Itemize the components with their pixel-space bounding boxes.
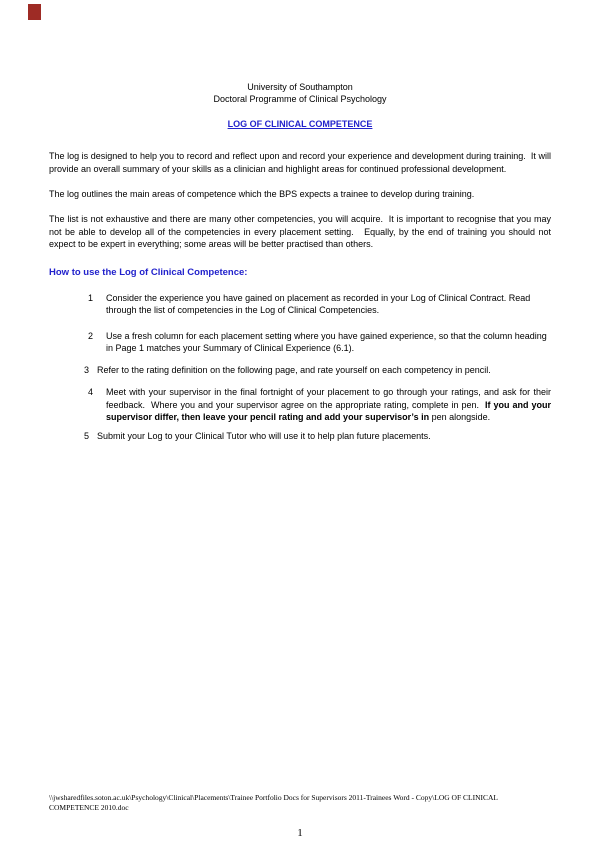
intro-paragraph-3: The list is not exhaustive and there are many other competencies, you will acquire. It is important to recognise that you may not be able to develop all of the competencies in every placement setting. Equally, by the end of training you should not expect to be expert in everything; some areas will be better practised than others. (49, 214, 551, 250)
howto-item-1 (49, 292, 551, 317)
footer-file-path (49, 793, 551, 813)
programme-name: Doctoral Programme of Clinical Psychology (213, 94, 387, 105)
howto-item-2 (49, 330, 551, 355)
item-text: Refer to the rating definition on the following page, and rate yourself on each competency in pencil. (97, 364, 491, 375)
document-title: LOG OF CLINICAL COMPETENCE (227, 118, 373, 129)
institution-name: University of Southampton (247, 82, 353, 92)
item-text: Submit your Log to your Clinical Tutor who will use it to help plan future placements. (97, 431, 431, 442)
item-number: 1 (88, 293, 94, 304)
item-text-regular: pen alongside. (429, 411, 491, 422)
item-number: 5 (84, 431, 90, 442)
red-marker (28, 4, 41, 20)
item-number: 3 (84, 364, 90, 375)
howto-item-3 (49, 364, 551, 376)
howto-item-5 (49, 430, 551, 442)
how-to-use-heading: How to use the Log of Clinical Competence: (49, 266, 248, 278)
item-text (106, 386, 551, 423)
file-path-line-2: COMPETENCE 2010.doc (49, 803, 129, 812)
intro-paragraph-2: The log outlines the main areas of competence which the BPS expects a trainee to develop during training. (49, 189, 475, 200)
page-number: 1 (297, 827, 303, 839)
item-number: 2 (88, 330, 94, 341)
item-text: Consider the experience you have gained on placement as recorded in your Log of Clinical Contract. Read through the list of competencies in the Log of Clinical Competencies. (106, 293, 531, 316)
item-number: 4 (88, 387, 94, 398)
intro-paragraph-1: The log is designed to help you to record and reflect upon and record your experience and development during training. It will provide an overall summary of your skills as a clinician and highlight areas for continued professional development. (49, 151, 551, 174)
item-text-bold: If you and your supervisor differ, then leave your pencil rating and add your supervisor’s in (106, 399, 551, 422)
howto-item-4 (49, 386, 551, 423)
item-text-regular: Meet with your supervisor in the final fortnight of your placement to go through your ratings, and ask for their feedback. Where you and your supervisor agree on the appropriate rating, complete in pen. (106, 387, 551, 410)
item-text: Use a fresh column for each placement setting where you have gained experience, so that the column heading in Page 1 matches your Summary of Clinical Experience (6.1). (106, 330, 547, 354)
file-path-line-1: \\jwsharedfiles.soton.ac.uk\Psychology\Clinical\Placements\Trainee Portfolio Docs for Supervisors 2011-Trainees Word - Copy\LOG OF CLINICAL (49, 793, 499, 802)
